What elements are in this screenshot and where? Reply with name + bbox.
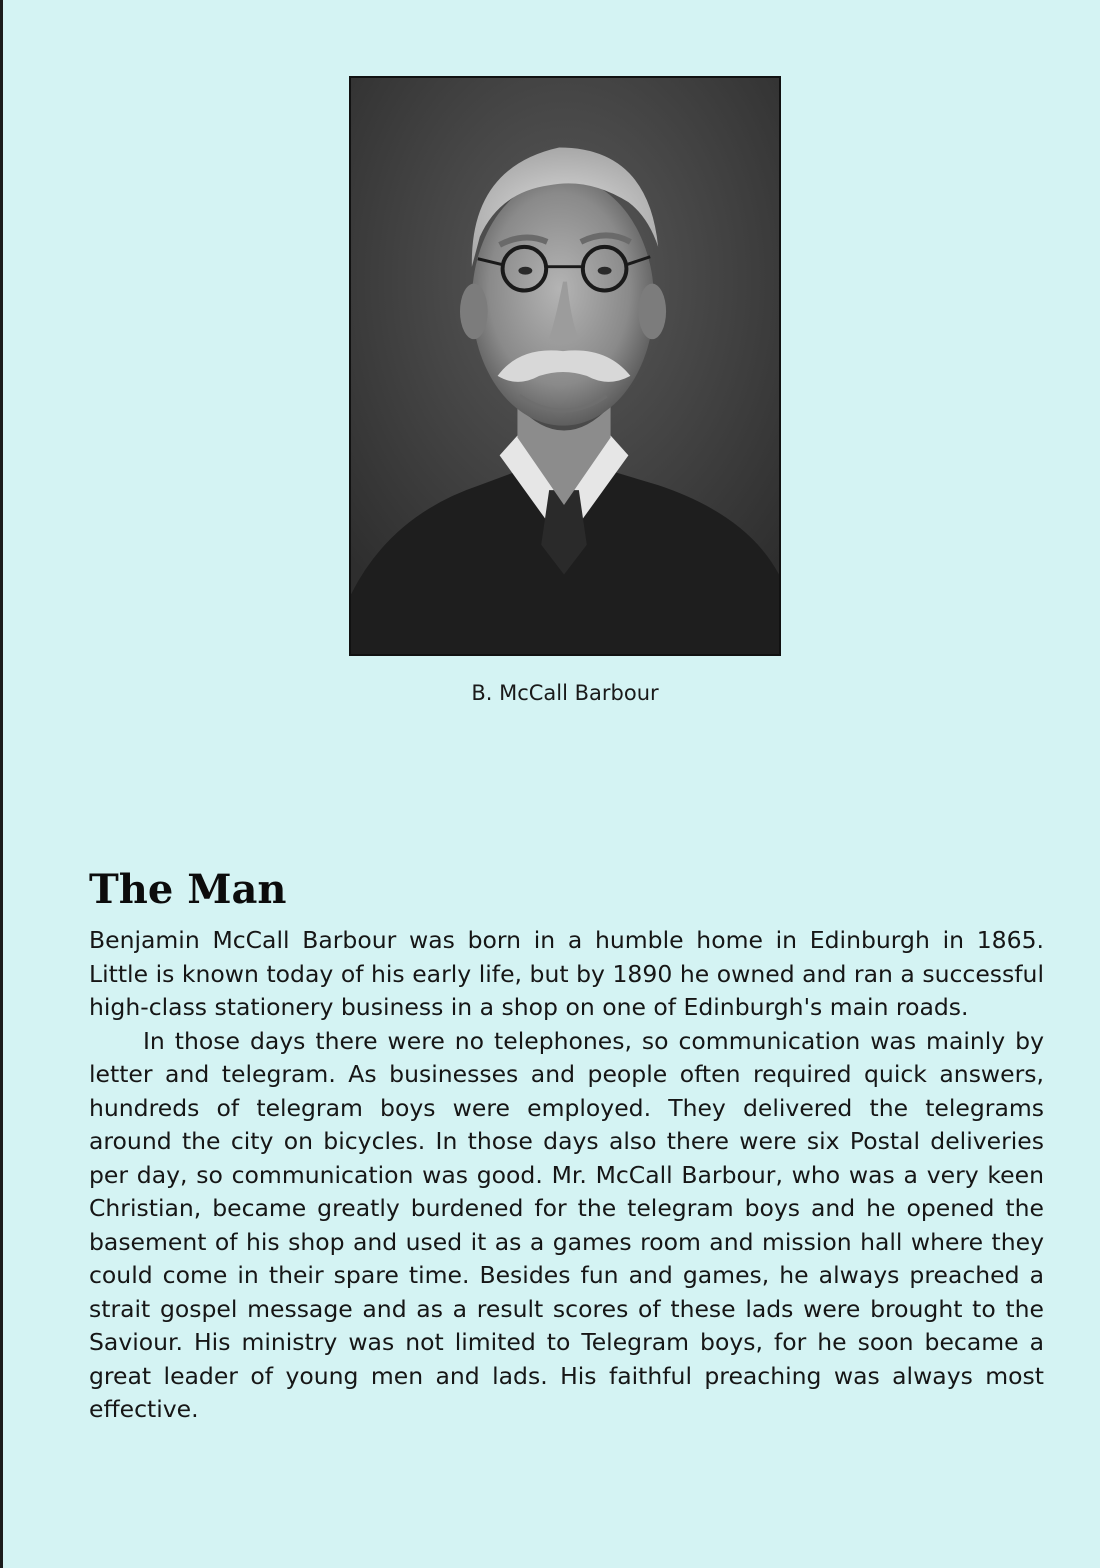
portrait-image [351,78,779,654]
photo-caption: B. McCall Barbour [471,681,659,705]
section-body [89,924,1044,1427]
page-left-edge [0,0,3,1568]
paragraph: Benjamin McCall Barbour was born in a humble home in Edinburgh in 1865. Little is known today of his early life, but by 1890 he owned and ran a successful high-class stationery business in a shop on one of Edinburgh's main roads. [89,926,1044,1021]
portrait-photo [349,76,781,656]
section-title: The Man [89,866,287,913]
paragraph: In those days there were no telephones, so communication was mainly by letter and telegram. As businesses and people often required quick answers, hundreds of telegram boys were employed. They delivered the telegrams around the city on bicycles. In those days also there were six Postal deliveries per day, so communication was good. Mr. McCall Barbour, who was a very keen Christian, became greatly burdened for the telegram boys and he opened the basement of his shop and used it as a games room and mission hall where they could come in their spare time. Besides fun and games, he always preached a strait gospel message and as a result scores of these lads were brought to the Saviour. His ministry was not limited to Telegram boys, for he soon became a great leader of young men and lads. His faithful preaching was always most effective. [89,1026,1044,1423]
